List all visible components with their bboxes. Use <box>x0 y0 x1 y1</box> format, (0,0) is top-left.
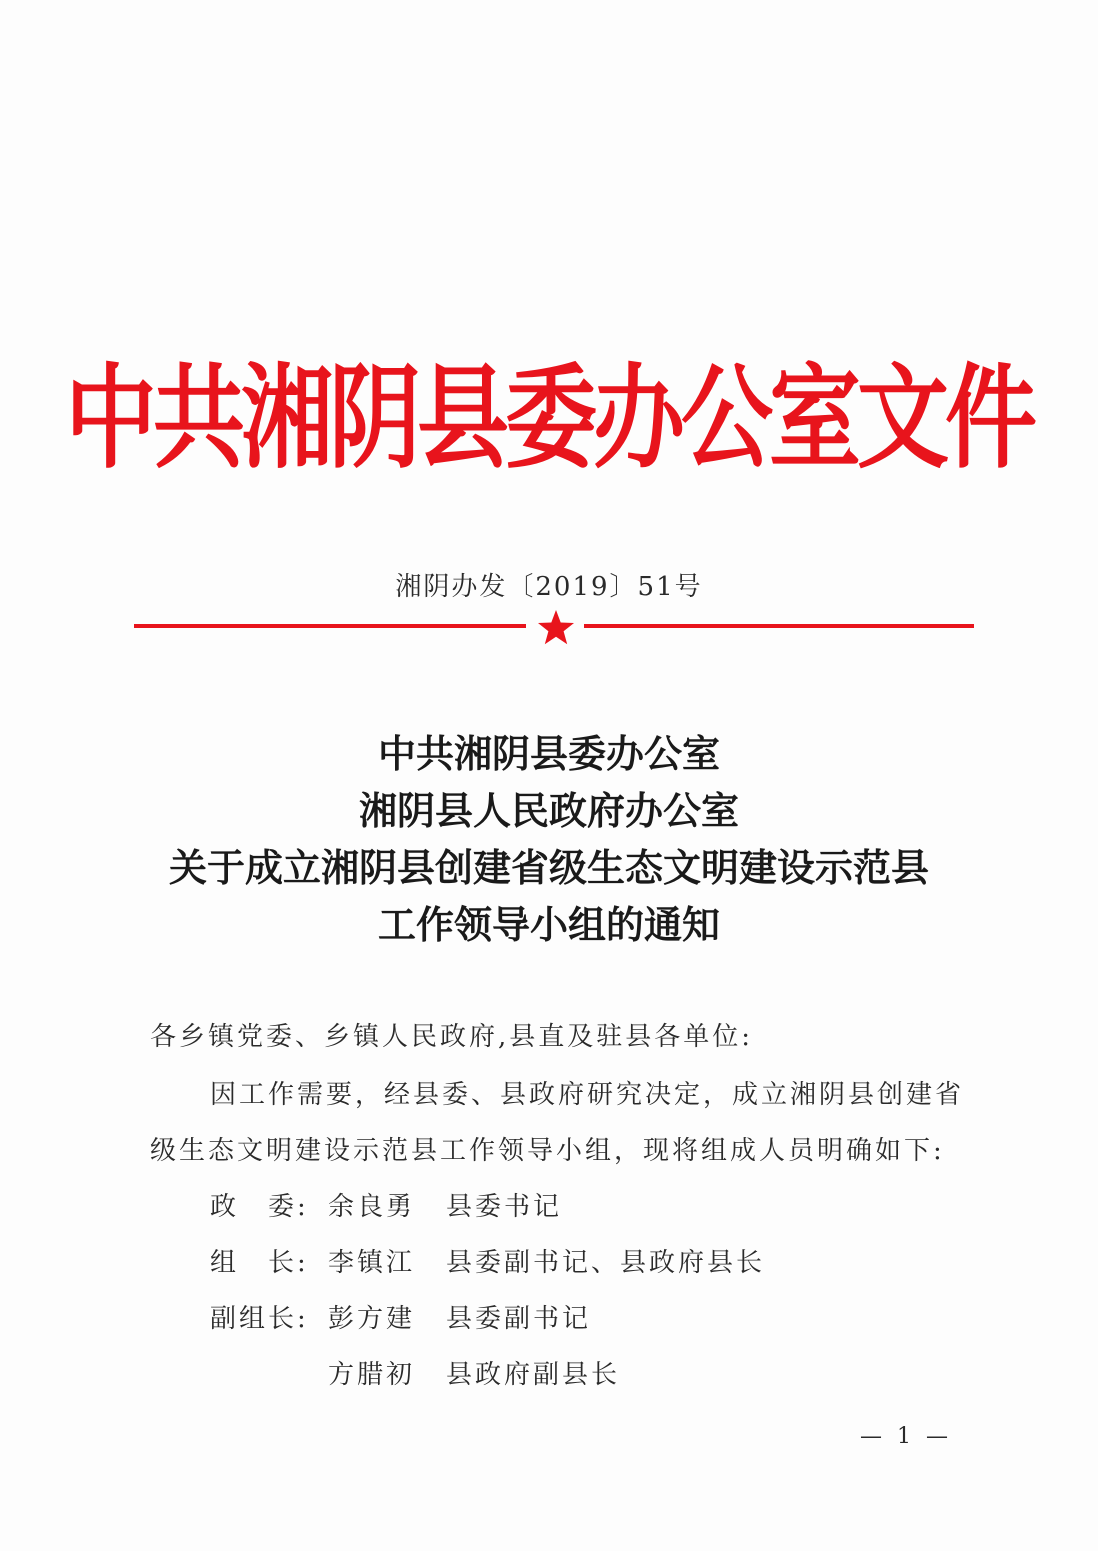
member-position: 县委书记 <box>446 1192 563 1222</box>
member-position: 县委副书记、县政府县长 <box>446 1248 766 1278</box>
header-title: 中共湘阴县委办公室文件 <box>64 353 1033 484</box>
divider-line-left <box>134 624 526 628</box>
notice-title-line: 湘阴县人民政府办公室 <box>358 789 739 833</box>
star-icon <box>536 608 576 648</box>
member-name: 余良勇 <box>328 1192 416 1222</box>
member-role: 政 委: <box>210 1192 309 1222</box>
notice-title-line: 关于成立湘阴县创建省级生态文明建设示范县 <box>168 846 929 890</box>
member-role: 组 长: <box>210 1248 309 1278</box>
member-role: 副组长: <box>210 1304 309 1334</box>
member-position: 县政府副县长 <box>446 1360 621 1390</box>
member-name: 彭方建 <box>328 1304 416 1334</box>
body-paragraph-line: 级生态文明建设示范县工作领导小组，现将组成人员明确如下: <box>150 1136 945 1166</box>
document-number: 湘阴办发〔2019〕51号 <box>395 572 703 602</box>
red-divider <box>134 608 974 648</box>
notice-title <box>0 726 1098 954</box>
addressee: 各乡镇党委、乡镇人民政府,县直及驻县各单位: <box>150 1022 754 1052</box>
member-name: 李镇江 <box>328 1248 416 1278</box>
member-name: 方腊初 <box>328 1360 416 1390</box>
notice-title-line: 工作领导小组的通知 <box>377 903 720 947</box>
page-number: — 1 — <box>860 1424 952 1449</box>
member-position: 县委副书记 <box>446 1304 592 1334</box>
divider-line-right <box>584 624 974 628</box>
notice-title-line: 中共湘阴县委办公室 <box>377 732 720 776</box>
body-paragraph-line: 因工作需要，经县委、县政府研究决定，成立湘阴县创建省 <box>210 1080 965 1110</box>
